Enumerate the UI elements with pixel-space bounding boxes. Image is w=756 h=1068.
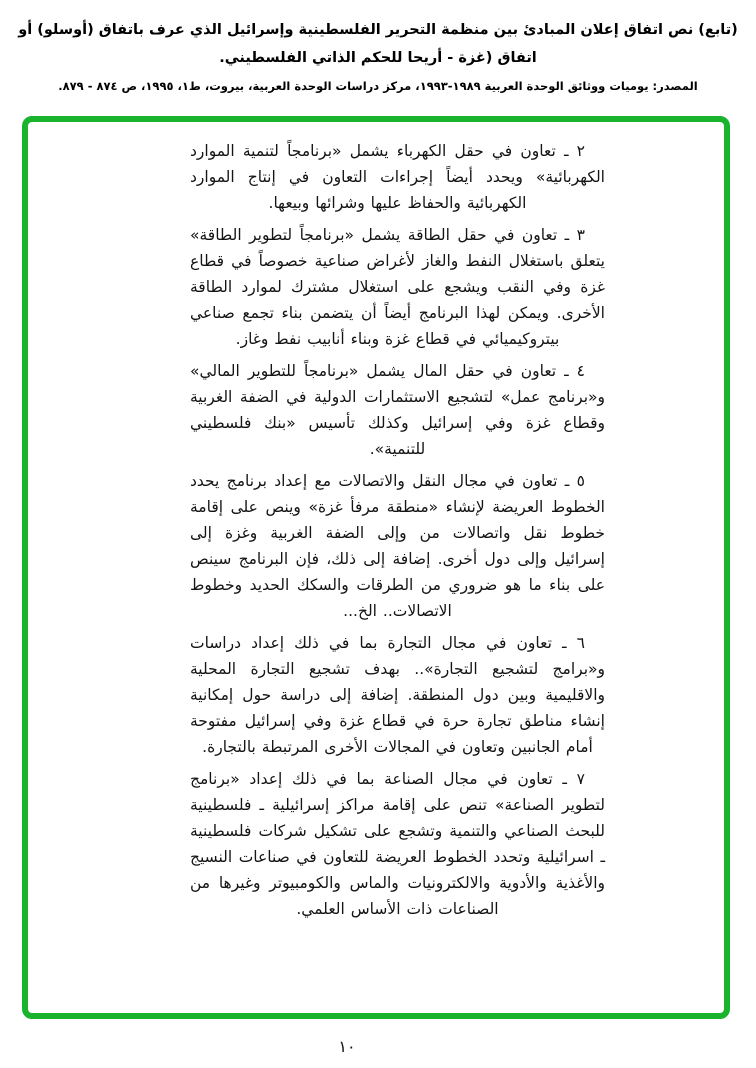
- document-header: [0, 0, 756, 94]
- document-title: (تابع) نص اتفاق إعلان المبادئ بين منظمة التحرير الفلسطينية وإسرائيل الذي عرف باتفاق (أوسلو) أو اتفاق (غزة - أريحا للحكم الذاتي الفلسطيني.: [18, 22, 738, 66]
- paragraph-transport-communications: ٥ ـ تعاون في مجال النقل والاتصالات مع إعداد برنامج يحدد الخطوط العريضة لإنشاء «منطقة مرفأ غزة» وينص على إقامة خطوط نقل واتصالات من وإلى الضفة الغربية وغزة إلى إسرائيل وإلى دول أخرى. إضافة إلى ذلك، فإن البرنامج سينص على بناء ما هو ضروري من الطرقات والسكك الحديد وخطوط الاتصالات.. الخ...: [190, 472, 605, 620]
- paragraph-finance: ٤ ـ تعاون في حقل المال يشمل «برنامجاً للتطوير المالي» و«برنامج عمل» لتشجيع الاستثمارات الدولية في الضفة الغربية وقطاع غزة وفي إسرائيل وكذلك تأسيس «بنك فلسطيني للتنمية».: [190, 362, 605, 458]
- paragraph-electricity: ٢ ـ تعاون في حقل الكهرباء يشمل «برنامجاً لتنمية الموارد الكهربائية» ويحدد أيضاً إجراءات التعاون في إنتاج الموارد الكهربائية والحفاظ عليها وشرائها وبيعها.: [190, 142, 605, 212]
- page-footer: [317, 1037, 377, 1056]
- paragraph-industry: ٧ ـ تعاون في مجال الصناعة بما في ذلك إعداد «برنامج لتطوير الصناعة» تنص على إقامة مراكز إسرائيلية ـ فلسطينية للبحث الصناعي والتنمية وتشجع على تشكيل شركات فلسطينية ـ اسرائيلية وتحدد الخطوط العريضة للتعاون في صناعات النسيج والأغذية والأدوية والالكترونيات والماس والكومبيوتر وغيرها من الصناعات ذات الأساس العلمي.: [190, 770, 605, 918]
- green-border-frame: [22, 116, 730, 1019]
- paragraph-trade: ٦ ـ تعاون في مجال التجارة بما في ذلك إعداد دراسات و«برامج لتشجيع التجارة».. بهدف تشجيع التجارة المحلية والاقليمية وبين دول المنطقة. إضافة إلى دراسة حول إمكانية إنشاء مناطق تجارة حرة في قطاع غزة وفي إسرائيل مفتوحة أمام الجانبين وتعاون في المجالات الأخرى المرتبطة بالتجارة.: [190, 634, 605, 756]
- page-number: ١٠: [338, 1037, 356, 1056]
- source-citation: المصدر: يوميات ووثائق الوحدة العربية ١٩٨٩-١٩٩٣، مركز دراسات الوحدة العربية، بيروت، ط١، ١٩٩٥، ص ٨٧٤ - ٨٧٩.: [58, 79, 698, 93]
- paragraph-energy: ٣ ـ تعاون في حقل الطاقة يشمل «برنامجاً لتطوير الطاقة» يتعلق باستغلال النفط والغاز لأغراض صناعية خصوصاً في قطاع غزة وفي النقب ويشجع على استغلال مشترك لموارد الطاقة الأخرى. ويمكن لهذا البرنامج أيضاً أن يتضمن بناء تجمع صناعي بيتروكيميائي في قطاع غزة وبناء أنابيب نفط وغاز.: [190, 226, 605, 348]
- document-body: [28, 122, 724, 1013]
